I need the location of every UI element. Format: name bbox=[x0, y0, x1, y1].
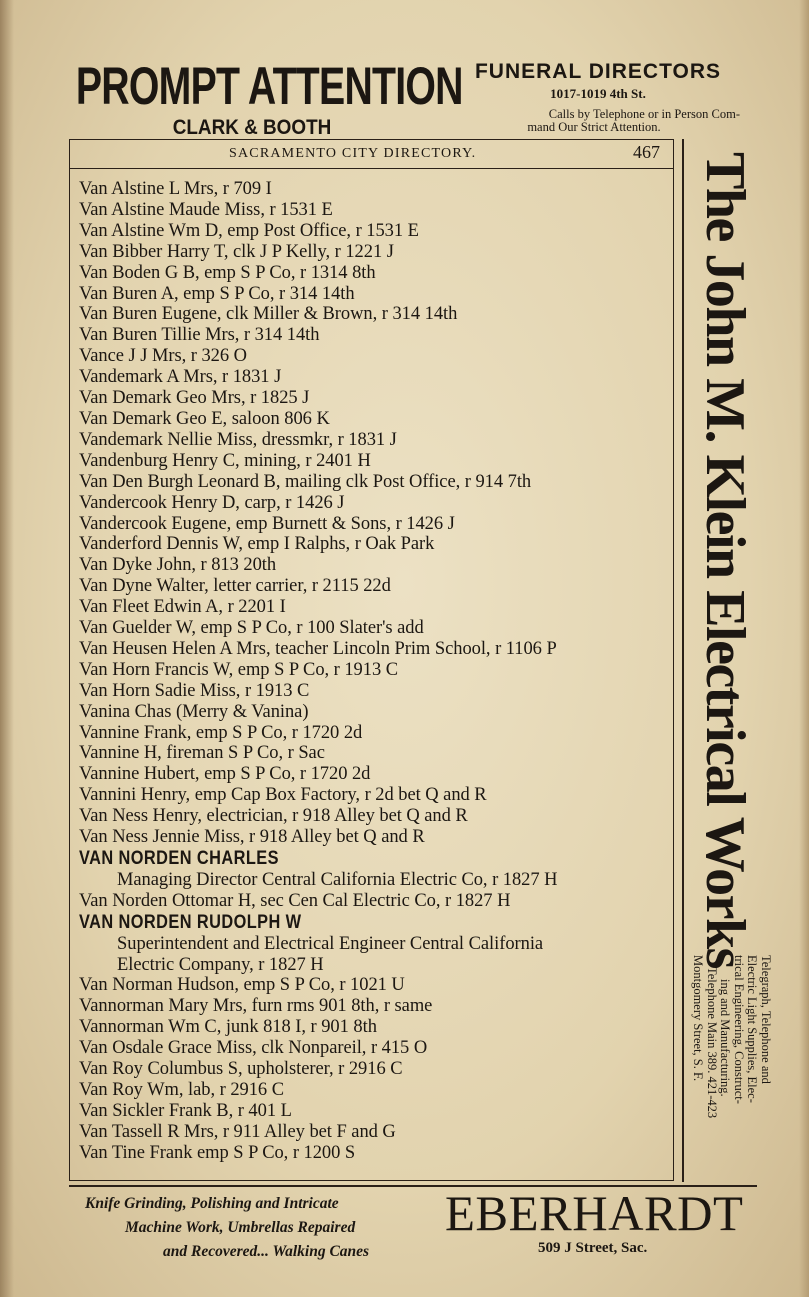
side-ad-title-text: The John M. Klein Electrical Works bbox=[694, 152, 756, 968]
directory-entry: Van Den Burgh Leonard B, mailing clk Post Office, r 914 7th bbox=[79, 471, 532, 492]
directory-entry: Van Buren A, emp S P Co, r 314 14th bbox=[79, 283, 355, 304]
side-ad-line: trical Engineering, Construct- bbox=[732, 955, 746, 1104]
side-ad-line: ing and Manufacturing. bbox=[718, 979, 733, 1097]
ad-address: 1017-1019 4th St. bbox=[550, 86, 646, 101]
featured-entry-name: VAN NORDEN CHARLES bbox=[79, 848, 279, 869]
directory-entry: Van Alstine Wm D, emp Post Office, r 1531 E bbox=[79, 220, 419, 241]
directory-entry: Vannorman Mary Mrs, furn rms 901 8th, r same bbox=[79, 996, 433, 1017]
directory-entry: Vanderford Dennis W, emp I Ralphs, r Oak Park bbox=[79, 534, 435, 555]
featured-entry-detail: Superintendent and Electrical Engineer Central California bbox=[117, 933, 544, 954]
ad-firm-name: CLARK & BOOTH bbox=[172, 116, 332, 139]
side-ad-line: Telegraph, Telephone and bbox=[759, 955, 773, 1084]
directory-entry: Van Horn Sadie Miss, r 1913 C bbox=[79, 680, 310, 701]
directory-entry: Van Dyne Walter, letter carrier, r 2115 22d bbox=[79, 576, 391, 597]
directory-entries bbox=[79, 179, 679, 1164]
running-head-title: SACRAMENTO CITY DIRECTORY. bbox=[229, 146, 477, 161]
directory-entry: Van Alstine L Mrs, r 709 I bbox=[79, 179, 272, 199]
side-ad-info bbox=[690, 955, 772, 1175]
featured-entry bbox=[79, 912, 679, 934]
directory-entry: Van Buren Eugene, clk Miller & Brown, r 314 14th bbox=[79, 304, 458, 325]
directory-entry: Van Dyke John, r 813 20th bbox=[79, 555, 277, 576]
featured-entry bbox=[79, 848, 679, 870]
directory-entry: Van Ness Henry, electrician, r 918 Alley bet Q and R bbox=[79, 806, 468, 827]
directory-entry: Vandenburg Henry C, mining, r 2401 H bbox=[79, 450, 371, 471]
directory-entry: Van Guelder W, emp S P Co, r 100 Slater's add bbox=[79, 618, 424, 639]
running-header bbox=[69, 139, 674, 169]
directory-entry: Van Norden Ottomar H, sec Cen Cal Electric Co, r 1827 H bbox=[79, 890, 511, 911]
directory-entry: Van Osdale Grace Miss, clk Nonpareil, r 415 O bbox=[79, 1038, 428, 1059]
ad-calls-line: mand Our Strict Attention. bbox=[527, 120, 661, 134]
directory-entry: Van Fleet Edwin A, r 2201 I bbox=[79, 597, 286, 618]
ad-headline: PROMPT ATTENTION bbox=[75, 57, 463, 116]
directory-entry: Vannine Hubert, emp S P Co, r 1720 2d bbox=[79, 764, 371, 785]
ad-calls-line: Calls by Telephone or in Person Com- bbox=[548, 107, 740, 121]
bottom-ad-line: Knife Grinding, Polishing and Intricate bbox=[85, 1195, 339, 1212]
directory-entry: Van Demark Geo E, saloon 806 K bbox=[79, 408, 330, 429]
bottom-ad-address: 509 J Street, Sac. bbox=[538, 1240, 648, 1256]
directory-entry: Van Demark Geo Mrs, r 1825 J bbox=[79, 388, 310, 409]
directory-entry: Vanina Chas (Merry & Vanina) bbox=[79, 701, 309, 722]
side-ad-line: Electric Light Supplies, Elec- bbox=[745, 955, 760, 1103]
directory-entry: Van Alstine Maude Miss, r 1531 E bbox=[79, 199, 333, 220]
directory-entry: Vandercook Eugene, emp Burnett & Sons, r 1426 J bbox=[79, 513, 455, 534]
directory-entry: Vannine H, fireman S P Co, r Sac bbox=[79, 743, 325, 764]
directory-entry: Van Ness Jennie Miss, r 918 Alley bet Q and R bbox=[79, 827, 425, 848]
directory-entry: Vannini Henry, emp Cap Box Factory, r 2d bet Q and R bbox=[79, 785, 487, 806]
column-divider bbox=[682, 139, 684, 1182]
bottom-ad-line: Machine Work, Umbrellas Repaired bbox=[125, 1219, 356, 1236]
directory-entry: Vannine Frank, emp S P Co, r 1720 2d bbox=[79, 722, 363, 743]
directory-entry: Van Tine Frank emp S P Co, r 1200 S bbox=[79, 1142, 356, 1163]
bottom-ad-name: EBERHARDT bbox=[445, 1185, 744, 1241]
top-ad-right bbox=[448, 60, 748, 134]
page-number: 467 bbox=[633, 142, 660, 162]
directory-entry: Van Horn Francis W, emp S P Co, r 1913 C bbox=[79, 659, 399, 680]
directory-entry: Vandemark A Mrs, r 1831 J bbox=[79, 367, 282, 388]
side-ad-title bbox=[690, 152, 760, 968]
directory-entry: Van Tassell R Mrs, r 911 Alley bet F and G bbox=[79, 1121, 396, 1142]
bottom-ad-services bbox=[85, 1192, 420, 1264]
directory-entry: Vandercook Henry D, carp, r 1426 J bbox=[79, 492, 345, 513]
directory-entry: Vance J J Mrs, r 326 O bbox=[79, 346, 247, 367]
featured-entry-detail: Managing Director Central California Electric Co, r 1827 H bbox=[117, 869, 558, 890]
side-ad-line: Montgomery Street, S. F. bbox=[691, 955, 706, 1082]
directory-entry: Van Roy Wm, lab, r 2916 C bbox=[79, 1079, 284, 1100]
side-ad-line: Telephone Main 389. 421-423 bbox=[705, 967, 719, 1119]
directory-entry: Van Boden G B, emp S P Co, r 1314 8th bbox=[79, 262, 376, 283]
directory-entry: Vandemark Nellie Miss, dressmkr, r 1831 J bbox=[79, 429, 397, 450]
directory-entry: Van Sickler Frank B, r 401 L bbox=[79, 1100, 292, 1121]
directory-entry: Van Bibber Harry T, clk J P Kelly, r 1221 J bbox=[79, 241, 394, 262]
page-edge-left bbox=[0, 0, 14, 1297]
ad-service: FUNERAL DIRECTORS bbox=[474, 60, 722, 83]
directory-entry: Van Roy Columbus S, upholsterer, r 2916 C bbox=[79, 1059, 403, 1080]
directory-entry: Vannorman Wm C, junk 818 I, r 901 8th bbox=[79, 1017, 377, 1038]
bottom-ad-line: and Recovered... Walking Canes bbox=[163, 1243, 370, 1260]
directory-entry: Van Buren Tillie Mrs, r 314 14th bbox=[79, 325, 320, 346]
ad-calls-text bbox=[448, 108, 748, 134]
featured-entry-detail: Electric Company, r 1827 H bbox=[117, 954, 324, 975]
page-edge-right bbox=[799, 0, 809, 1297]
featured-entry-name: VAN NORDEN RUDOLPH W bbox=[79, 911, 302, 933]
directory-entry: Van Heusen Helen A Mrs, teacher Lincoln Prim School, r 1106 P bbox=[79, 638, 557, 659]
top-ad-left bbox=[74, 57, 463, 140]
directory-entry: Van Norman Hudson, emp S P Co, r 1021 U bbox=[79, 975, 405, 996]
